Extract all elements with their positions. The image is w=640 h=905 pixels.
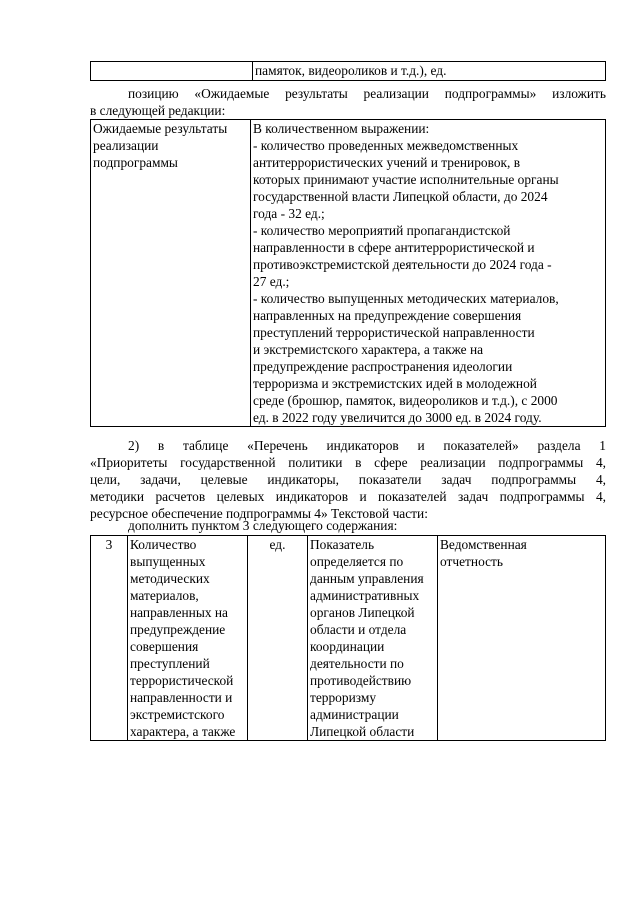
cell-line: В количественном выражении: [253, 121, 430, 136]
cell-line: административных [310, 588, 420, 603]
cell-line: отчетность [440, 554, 503, 569]
item-reporting-cell [438, 536, 606, 741]
top-table-right-cell: памяток, видеороликов и т.д.), ед. [253, 62, 606, 81]
cell-line: государственной власти Липецкой области, до 2024 [253, 189, 548, 204]
cell-line: преступлений террористической направленности [253, 325, 535, 340]
cell-line: среде (брошюр, памяток, видеороликов и т.д.), с 2000 [253, 393, 558, 408]
cell-line: противодействию [310, 673, 412, 688]
paragraph-line: цели, задачи, целевые индикаторы, показатели задач подпрограммы 4, [90, 472, 606, 487]
cell-line: терроризма и экстремистских идей в молодежной [253, 376, 537, 391]
paragraph-add-item [90, 517, 606, 534]
cell-line: - количество выпущенных методических материалов, [253, 291, 559, 306]
cell-line: терроризму [310, 690, 377, 705]
paragraph-line: методики расчетов целевых индикаторов и показателей задач подпрограммы 4, [90, 489, 606, 504]
cell-line: - количество проведенных межведомственных [253, 138, 519, 153]
paragraph-line: 2) в таблице «Перечень индикаторов и показателей» раздела 1 [128, 438, 606, 453]
paragraph-table-reference [90, 437, 606, 522]
cell-line: - количество мероприятий пропагандистской [253, 223, 511, 238]
cell-line: направленности в сфере антитеррористической и [253, 240, 535, 255]
paragraph-line: «Приоритеты государственной политики в сфере реализации подпрограммы 4, [90, 455, 606, 470]
paragraph-results-intro [90, 85, 606, 119]
cell-line: 27 ед.; [253, 274, 290, 289]
cell-line: координации [310, 639, 385, 654]
item-unit-cell: ед. [248, 536, 308, 741]
item-source-cell [308, 536, 438, 741]
expected-results-table [90, 119, 606, 427]
cell-line: и экстремистского характера, а также на [253, 342, 484, 357]
paragraph-line: ресурсное обеспечение подпрограммы 4» Текстовой части: [90, 506, 428, 521]
cell-line: преступлений [130, 656, 210, 671]
paragraph-line: дополнить пунктом 3 следующего содержания: [128, 518, 398, 533]
cell-line: деятельности по [310, 656, 404, 671]
cell-line: ед. в 2022 году увеличится до 3000 ед. в 2024 году. [253, 410, 542, 425]
item-number-cell: 3 [91, 536, 128, 741]
cell-line: подпрограммы [93, 155, 178, 170]
cell-line: определяется по [310, 554, 404, 569]
cell-line: Показатель [310, 537, 375, 552]
top-table-fragment [90, 61, 606, 81]
cell-line: данным управления [310, 571, 424, 586]
item-name-cell [128, 536, 248, 741]
cell-line: экстремистского [130, 707, 225, 722]
item3-table [90, 535, 606, 741]
cell-line: противоэкстремистской деятельности до 2024 года - [253, 257, 552, 272]
cell-line: направленных на [130, 605, 228, 620]
cell-line: администрации [310, 707, 399, 722]
cell-line: реализации [93, 138, 159, 153]
cell-line: года - 32 ед.; [253, 206, 325, 221]
cell-line: Липецкой области [310, 724, 415, 739]
results-label-cell [91, 120, 251, 427]
cell-line: направленных на предупреждение совершения [253, 308, 522, 323]
cell-line: направленности и [130, 690, 233, 705]
paragraph-line: в следующей редакции: [90, 103, 226, 118]
cell-line: Ожидаемые результаты [93, 121, 228, 136]
results-content-cell [251, 120, 606, 427]
cell-line: предупреждение распространения идеологии [253, 359, 513, 374]
cell-line: выпущенных [130, 554, 206, 569]
cell-line: Количество [130, 537, 197, 552]
top-table-left-cell [91, 62, 253, 81]
cell-line: антитеррористических учений и тренировок, в [253, 155, 521, 170]
cell-line: методических [130, 571, 210, 586]
cell-line: органов Липецкой [310, 605, 415, 620]
cell-line: характера, а также [130, 724, 236, 739]
cell-line: материалов, [130, 588, 199, 603]
cell-line: предупреждение [130, 622, 226, 637]
cell-line: которых принимают участие исполнительные органы [253, 172, 559, 187]
cell-line: террористической [130, 673, 234, 688]
cell-line: совершения [130, 639, 199, 654]
cell-line: области и отдела [310, 622, 407, 637]
cell-line: Ведомственная [440, 537, 527, 552]
paragraph-line: позицию «Ожидаемые результаты реализации подпрограммы» изложить [128, 86, 606, 101]
